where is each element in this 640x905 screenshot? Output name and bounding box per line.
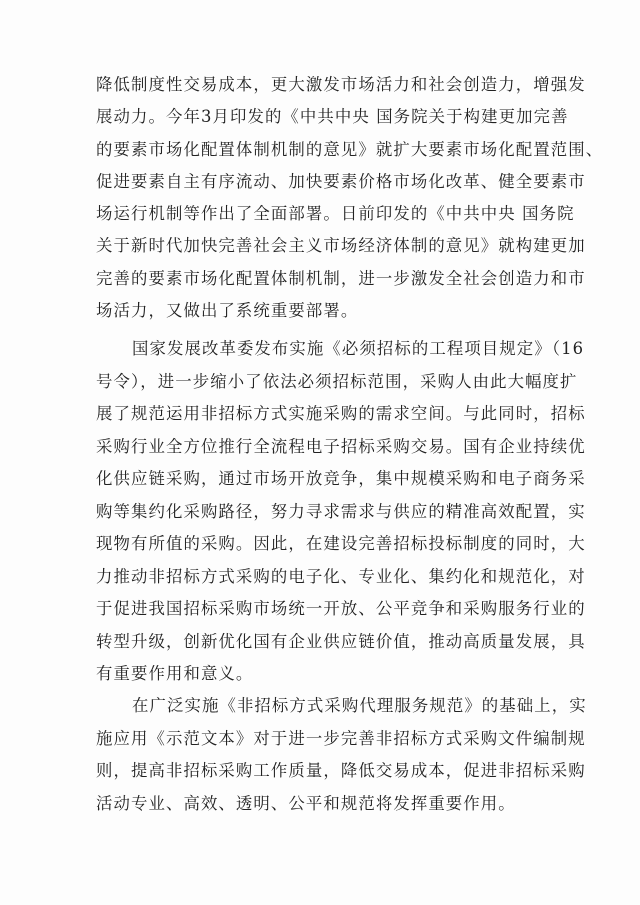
paragraph-line: 施应用《示范文本》对于进一步完善非招标方式采购文件编制规 xyxy=(96,728,586,748)
paragraph-line: 完善的要素市场化配置体制机制，进一步激发全社会创造力和市 xyxy=(96,268,586,288)
paragraph-line: 展了规范运用非招标方式实施采购的需求空间。与此同时，招标 xyxy=(96,404,586,423)
paragraph-line: 于促进我国招标采购市场统一开放、公平竞争和采购服务行业的 xyxy=(96,599,586,618)
paragraph-line: 场活力，又做出了系统重要部署。 xyxy=(96,301,359,321)
paragraph-line: 采购行业全方位推行全流程电子招标采购交易。国有企业持续优 xyxy=(96,436,586,456)
paragraph-line: 购等集约化采购路径，努力寻求需求与供应的精准高效配置，实 xyxy=(96,501,586,521)
paragraph-line: 展动力。今年3月印发的《中共中央 国务院关于构建更加完善 xyxy=(96,107,569,127)
paragraph-line: 的要素市场化配置体制机制的意见》就扩大要素市场化配置范围、 xyxy=(96,139,604,159)
paragraph-line: 力推动非招标方式采购的电子化、专业化、集约化和规范化，对 xyxy=(96,566,586,586)
paragraph-line: 场运行机制等作出了全面部署。日前印发的《中共中央 国务院 xyxy=(96,204,575,224)
paragraph-1 xyxy=(96,69,604,327)
paragraph-line: 化供应链采购，通过市场开放竞争，集中规模采购和电子商务采 xyxy=(96,469,586,488)
paragraph-line: 现物有所值的采购。因此，在建设完善招标投标制度的同时，大 xyxy=(96,534,586,553)
paragraph-line: 国家发展改革委发布实施《必须招标的工程项目规定》（16 xyxy=(132,339,585,358)
paragraph-line: 关于新时代加快完善社会主义市场经济体制的意见》就构建更加 xyxy=(96,236,586,256)
paragraph-line: 号令），进一步缩小了依法必须招标范围，采购人由此大幅度扩 xyxy=(96,371,578,391)
paragraph-line: 转型升级，创新优化国有企业供应链价值，推动高质量发展，具 xyxy=(96,631,586,651)
paragraph-line: 在广泛实施《非招标方式采购代理服务规范》的基础上，实 xyxy=(132,696,587,715)
paragraph-3 xyxy=(96,690,587,820)
paragraph-line: 则，提高非招标采购工作质量，降低交易成本，促进非招标采购 xyxy=(96,761,586,780)
paragraph-line: 活动专业、高效、透明、公平和规范将发挥重要作用。 xyxy=(96,793,516,813)
paragraph-line: 有重要作用和意义。 xyxy=(96,664,254,683)
paragraph-line: 促进要素自主有序流动、加快要素价格市场化改革、健全要素市 xyxy=(96,171,586,191)
paragraph-line: 降低制度性交易成本，更大激发市场活力和社会创造力，增强发 xyxy=(96,75,586,94)
paragraph-2 xyxy=(96,333,586,691)
